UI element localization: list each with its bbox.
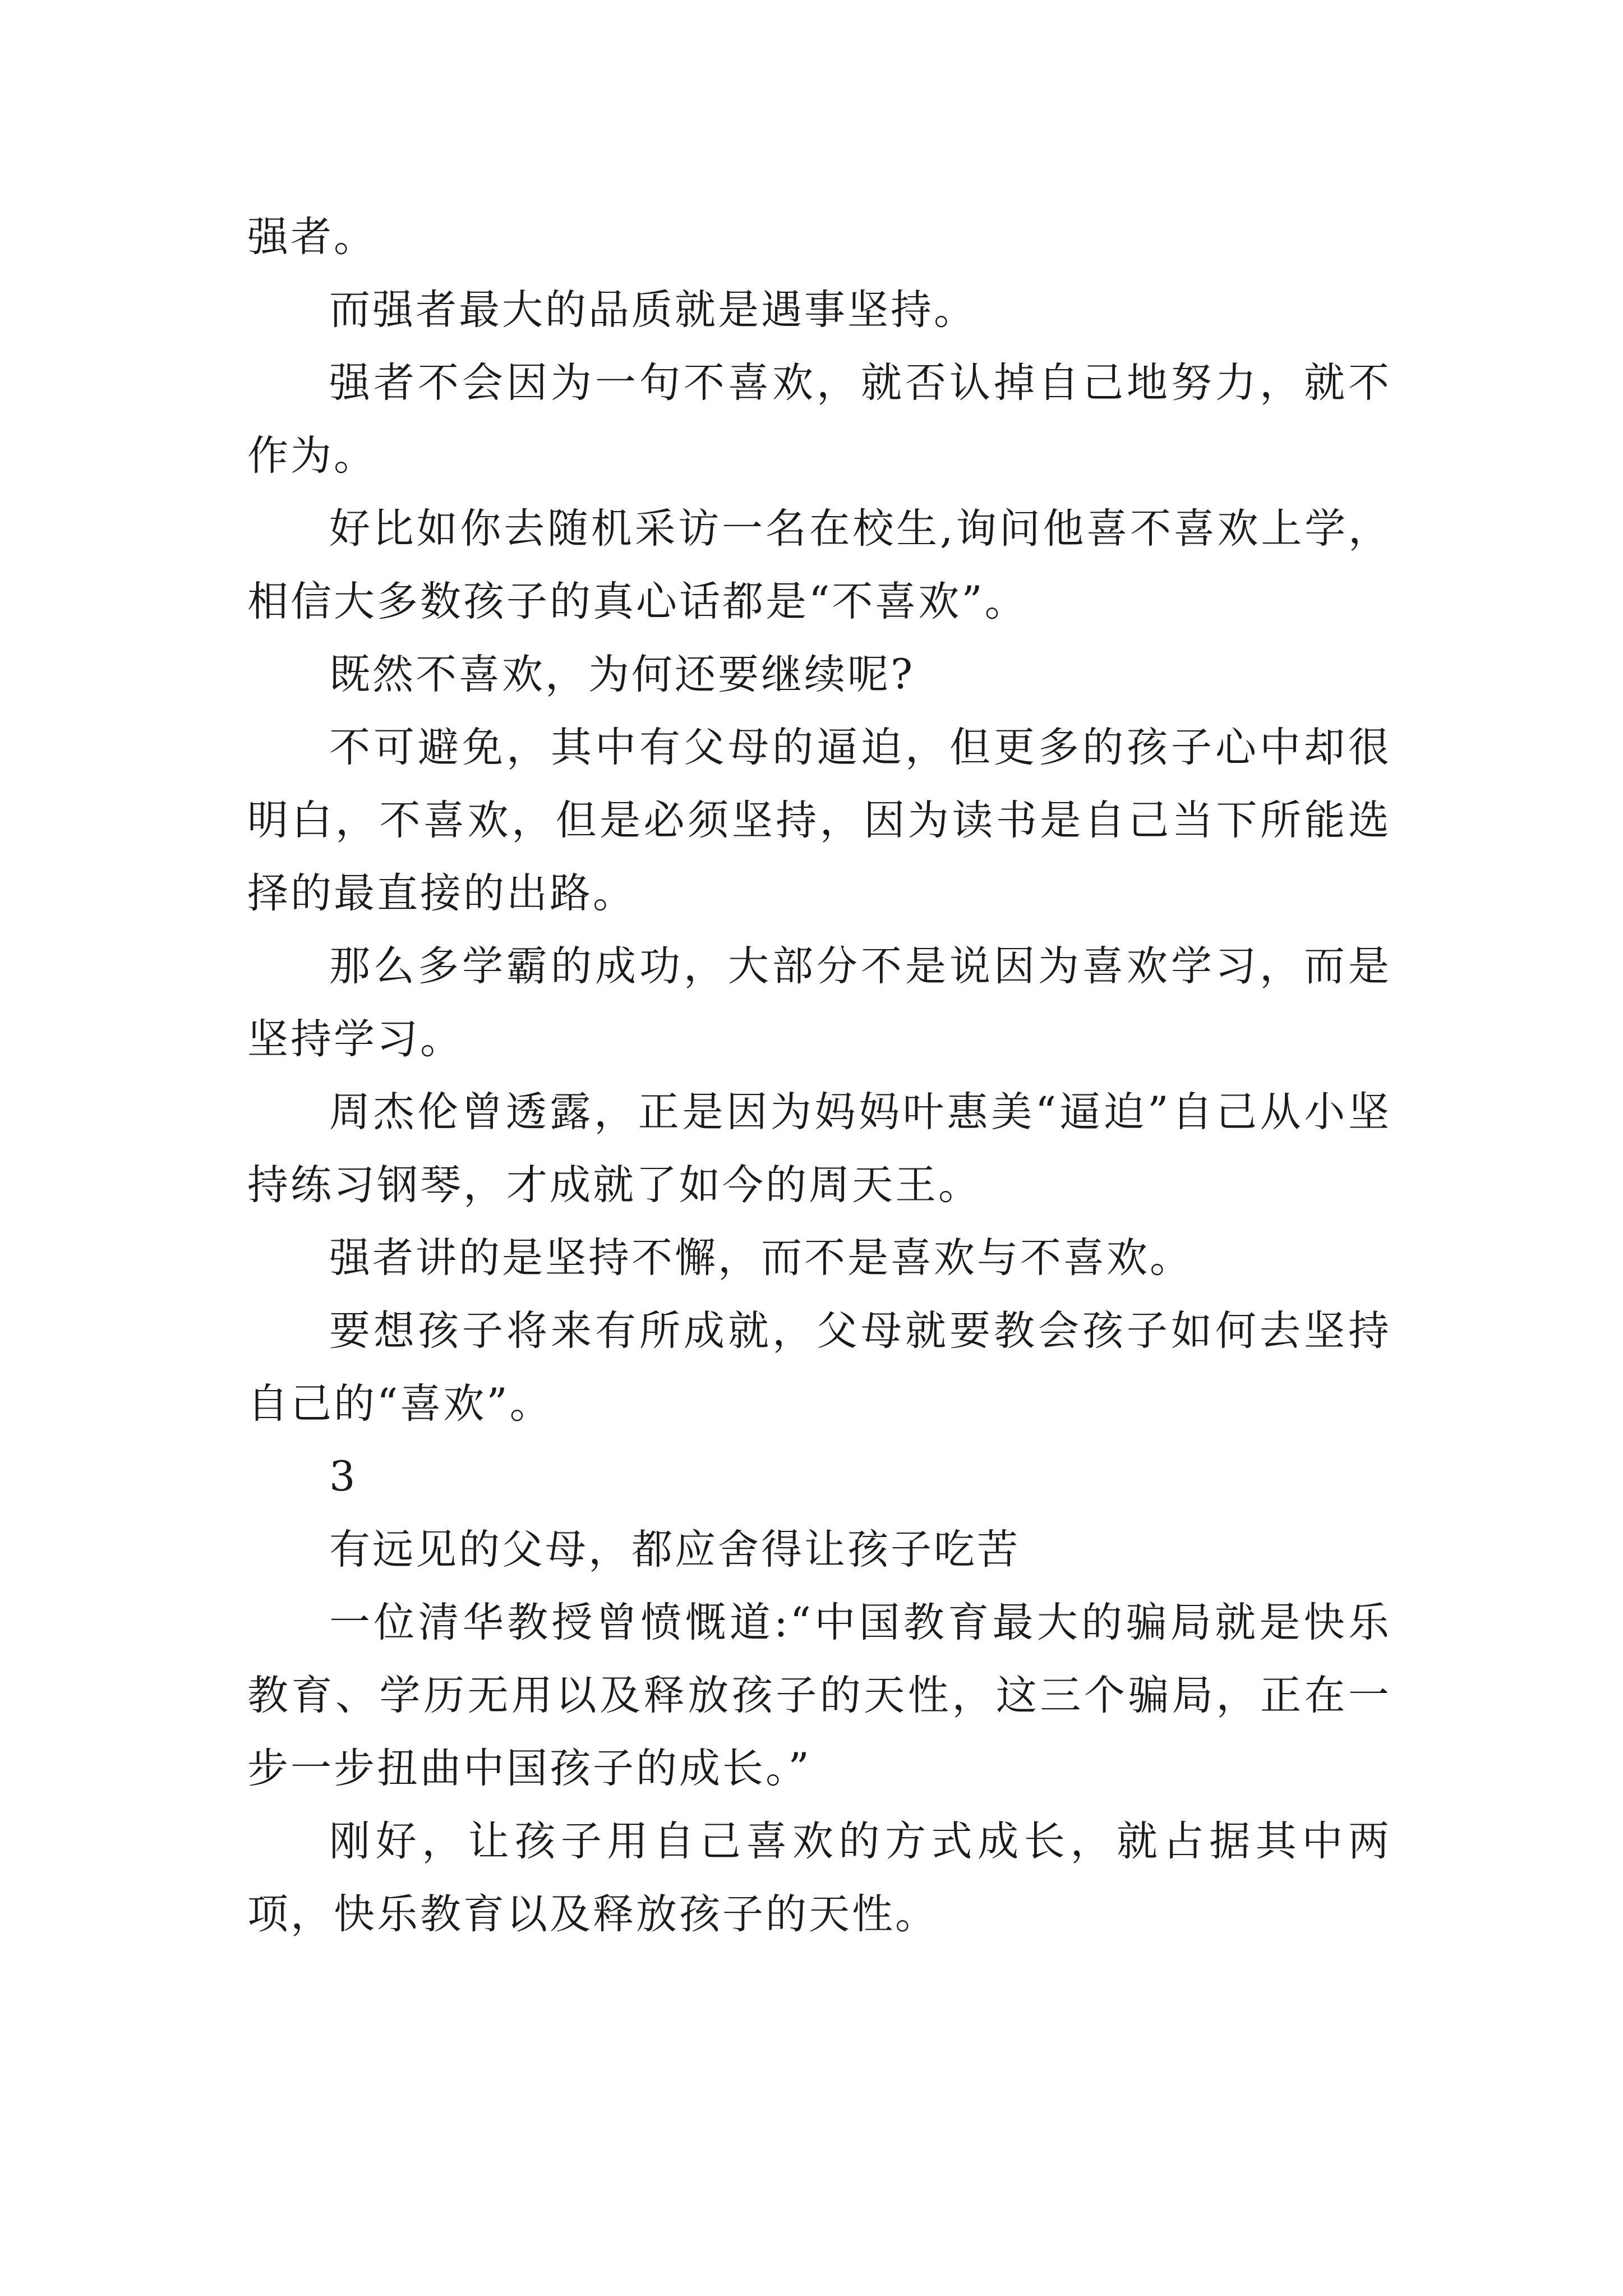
section-heading: 有远见的父母，都应舍得让孩子吃苦 <box>329 1526 1020 1573</box>
paragraph: 既然不喜欢，为何还要继续呢? <box>329 651 915 698</box>
paragraph: 好比如你去随机采访一名在校生,询问他喜不喜欢上学，相信大多数孩子的真心话都是“不喜欢”。 <box>247 505 1391 625</box>
paragraph: 要想孩子将来有所成就，父母就要教会孩子如何去坚持自己的“喜欢”。 <box>247 1307 1391 1428</box>
section-number: 3 <box>329 1453 358 1501</box>
paragraph: 而强者最大的品质就是遇事坚持。 <box>329 286 977 334</box>
paragraph: 不可避免，其中有父母的逼迫，但更多的孩子心中却很明白，不喜欢，但是必须坚持，因为读书是自己当下所能选择的最直接的出路。 <box>247 724 1391 917</box>
document-body <box>247 201 1391 1951</box>
paragraph: 刚好，让孩子用自己喜欢的方式成长，就占据其中两项，快乐教育以及释放孩子的天性。 <box>247 1818 1391 1938</box>
paragraph: 一位清华教授曾愤慨道:“中国教育最大的骗局就是快乐教育、学历无用以及释放孩子的天性，这三个骗局，正在一步一步扭曲中国孩子的成长。” <box>247 1599 1391 1792</box>
paragraph: 强者不会因为一句不喜欢，就否认掉自己地努力，就不作为。 <box>247 359 1391 480</box>
paragraph-continuation: 强者。 <box>247 213 377 261</box>
paragraph: 周杰伦曾透露，正是因为妈妈叶惠美“逼迫”自己从小坚持练习钢琴，才成就了如今的周天王。 <box>247 1088 1391 1209</box>
paragraph: 强者讲的是坚持不懈，而不是喜欢与不喜欢。 <box>329 1234 1193 1282</box>
paragraph: 那么多学霸的成功，大部分不是说因为喜欢学习，而是坚持学习。 <box>247 942 1391 1063</box>
